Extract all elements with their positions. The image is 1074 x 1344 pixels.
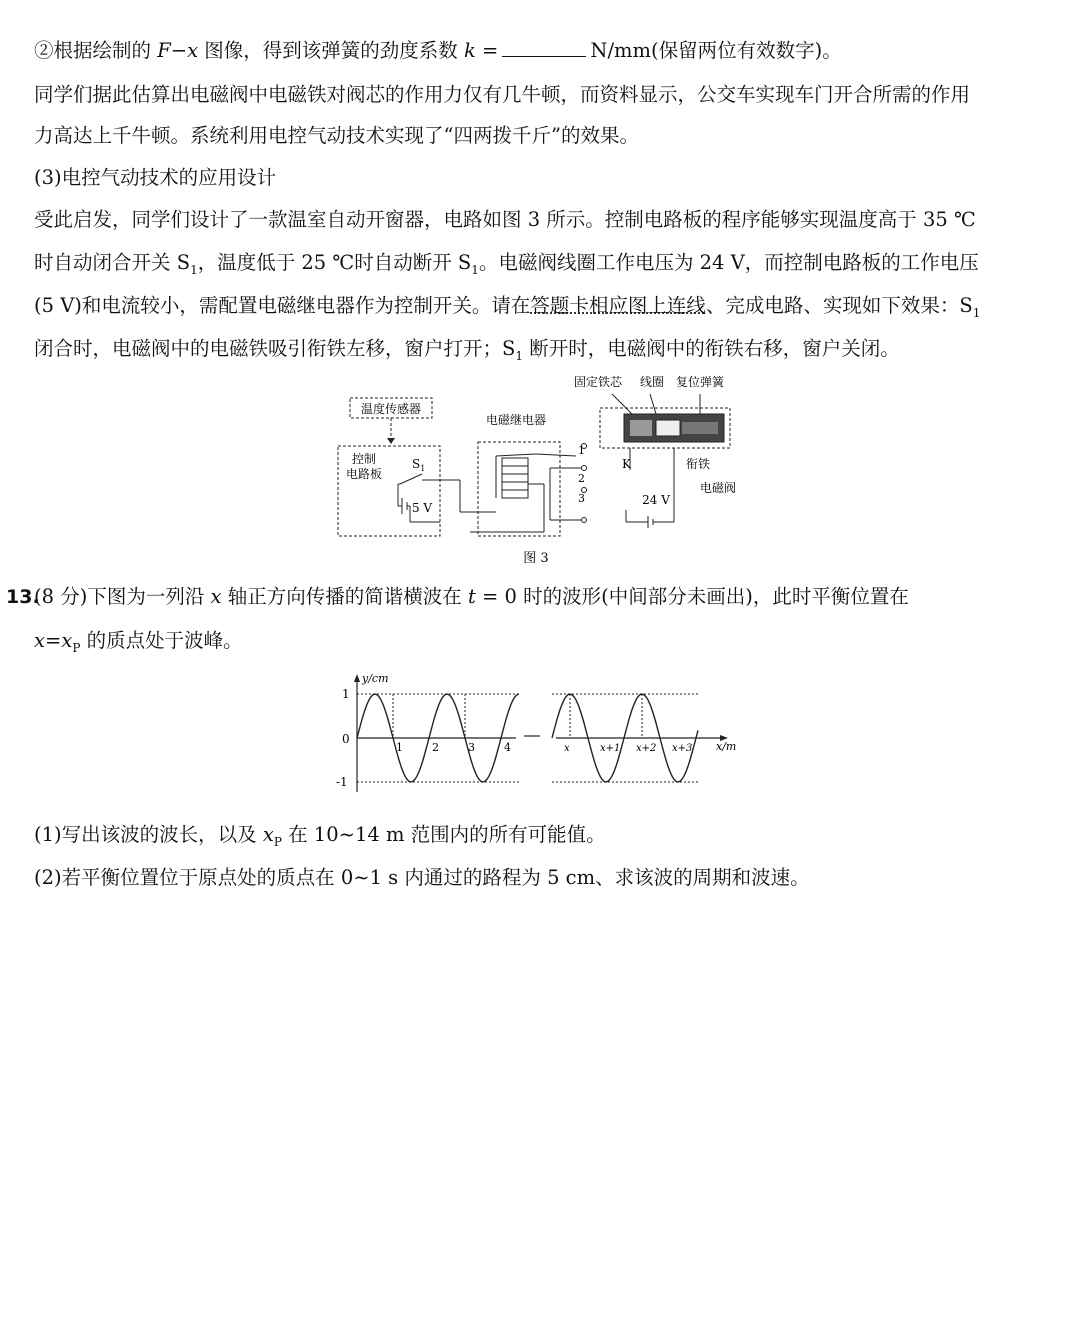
y-tick-0: 0 [342,732,350,746]
terminal-3: 3 [578,492,585,505]
text-segment: ，温度低于 25 ℃时自动断开 S [197,251,472,274]
spring-label: 复位弹簧 [676,375,725,389]
x-axis-label: x/m [716,740,737,753]
armature-label: 衔铁 [686,457,711,471]
q13-part-2: (2)若平衡位置位于原点处的质点在 0∼1 s 内通过的路程为 5 cm、求该波的周期和波速。 [34,866,810,889]
subscript: P [273,834,282,849]
control-board-label: 控制 [351,452,377,466]
x-tick-label: 4 [504,741,511,754]
x-tick-label: 3 [468,741,475,754]
math-equals: = [45,629,62,652]
subscript: 1 [972,305,981,320]
subscript: 1 [471,262,479,277]
answer-blank[interactable] [502,38,586,57]
math-k: k [464,39,476,62]
k-label: K [622,457,631,471]
x-tick-label: 1 [396,741,403,754]
math-t: t [467,585,476,608]
y-tick-neg1: -1 [336,775,348,789]
text-line-7 [34,293,980,326]
subscript: 1 [190,262,198,277]
x-tick-label: 2 [432,741,439,754]
text-line-1 [34,38,842,64]
relay-box [478,442,560,536]
q13-line-1 [34,584,909,610]
terminal-1: 1 [578,444,585,457]
math-x: x [262,823,274,846]
text-line-3: 力高达上千牛顿。系统利用电控气动技术实现了“四两拨千斤”的效果。 [34,124,639,147]
text-segment: 轴正方向传播的简谐横波在 [227,585,462,608]
text-segment: 图像，得到该弹簧的劲度系数 [204,39,458,62]
text-segment: 闭合时，电磁阀中的电磁铁吸引衔铁左移，窗户打开；S [34,337,516,360]
q13-part-1 [34,822,606,855]
text-line-8 [34,336,900,369]
emphasized-text: 答题卡相应图上连线 [530,294,706,317]
coil-label: 线圈 [640,375,665,389]
text-segment: N/mm(保留两位有效数字)。 [590,39,842,62]
text-segment: 的质点处于波峰。 [80,629,243,652]
wave-chart [320,668,750,798]
x-tick-label-right: x+3 [672,743,693,754]
math-x: x [34,629,45,652]
relay-label: 电磁继电器 [485,413,547,427]
x-tick-label-right: x [564,743,570,754]
text-segment: = 0 时的波形(中间部分未画出)，此时平衡位置在 [482,585,909,608]
text-segment: 。电磁阀线圈工作电压为 24 V，而控制电路板的工作电压 [478,251,979,274]
switch-label: $S_1$ [412,457,426,473]
text-segment: 时自动闭合开关 S [34,251,191,274]
y-tick-1: 1 [342,687,350,701]
y-axis-arrow [354,674,360,682]
x-tick-label-right: x+2 [636,743,657,754]
text-segment: ②根据绘制的 [34,39,152,62]
temp-sensor-label: 温度传感器 [360,402,422,416]
text-segment: 在 10∼14 m 范围内的所有可能值。 [281,823,606,846]
text-line-6 [34,250,979,283]
subscript: 1 [515,348,523,363]
text-segment: 断开时，电磁阀中的衔铁右移，窗户关闭。 [523,337,900,360]
fixed-iron-label: 固定铁芯 [574,375,623,389]
battery-24v-label: 24 V [642,493,670,507]
math-fx: F−x [157,39,199,62]
text-segment: (1)写出该波的波长，以及 [34,823,257,846]
text-segment: 、完成电路、实现如下效果：S [705,294,973,317]
x-tick-label-right: x+1 [600,743,621,754]
text-segment: (5 V)和电流较小，需配置电磁继电器作为控制开关。请在 [34,294,531,317]
text-segment: (8 分)下图为一列沿 [34,585,205,608]
y-axis-label: y/cm [362,672,389,685]
subscript: P [72,640,81,655]
math-x: x [61,629,73,652]
valve-label: 电磁阀 [700,481,737,495]
text-line-2: 同学们据此估算出电磁阀中电磁铁对阀芯的作用力仅有几牛顿，而资料显示，公交车实现车门开合所需的作用 [34,83,971,106]
q13-line-2 [34,628,243,661]
control-board-label-2: 电路板 [345,467,383,481]
subsection-heading: (3)电控气动技术的应用设计 [34,166,277,189]
terminal-2: 2 [578,472,585,485]
math-equals: = [482,39,499,62]
text-line-5: 受此启发，同学们设计了一款温室自动开窗器，电路如图 3 所示。控制电路板的程序能够实现温度高于 35 ℃ [34,208,976,231]
battery-5v-label: 5 V [411,501,433,515]
math-x: x [210,585,222,608]
figure-3-circuit [330,372,750,572]
question-number: 13. [6,586,40,608]
figure-3-caption: 图 3 [523,551,549,566]
